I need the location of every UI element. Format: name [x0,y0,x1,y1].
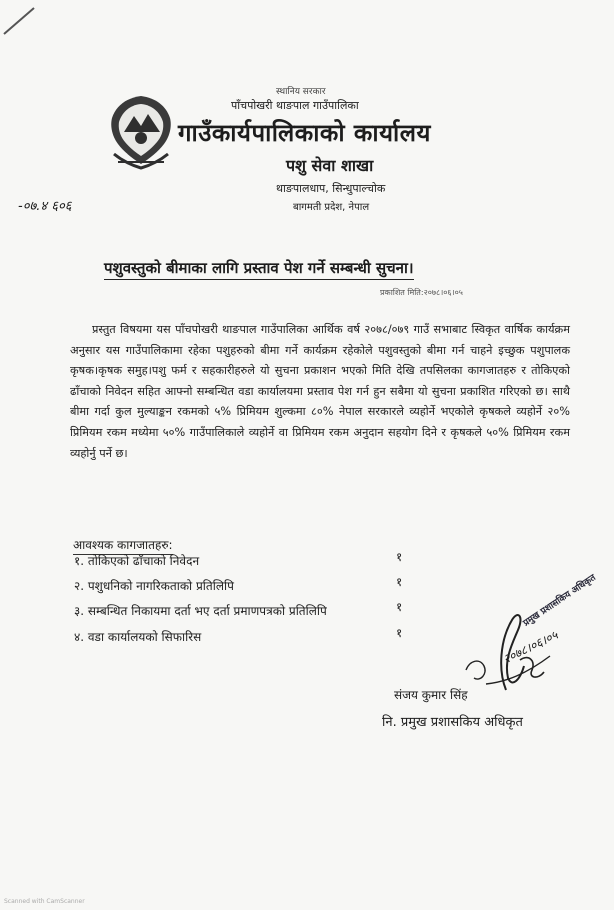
signer-title: नि. प्रमुख प्रशासकिय अधिकृत [382,715,523,730]
document-item: ३. सम्बन्धित निकायमा दर्ता भए दर्ता प्रमाणपत्रको प्रतिलिपि [74,604,327,618]
scanner-watermark: Scanned with CamScanner [4,898,85,905]
document-count: १ [396,600,403,614]
header-office-name: गाउँकार्यपालिकाको कार्यालय [178,119,431,147]
documents-heading: आवश्यक कागजातहरु: [73,536,173,555]
header-address-line2: बागमती प्रदेश, नेपाल [293,202,370,213]
corner-pen-mark [0,0,40,40]
header-address-line1: थाङपालधाप, सिन्धुपाल्चोक [276,182,386,195]
notice-subject: पशुवस्तुको बीमाका लागि प्रस्ताव पेश गर्ने सम्बन्धी सुचना। [104,258,414,280]
header-municipality: पाँचपोखरी थाङपाल गाउँपालिका [231,99,359,112]
official-stamp-text: प्रमुख प्रशासकिय अधिकृत [521,572,598,629]
signer-name: संजय कुमार सिंह [394,688,468,702]
document-count: १ [396,626,403,640]
document-count: १ [396,575,403,589]
document-item: २. पशुधनिको नागरिकताको प्रतिलिपि [74,579,234,593]
document-item: ४. वडा कार्यालयको सिफारिस [74,630,202,644]
notice-body: प्रस्तुत विषयमा यस पाँचपोखरी थाङपाल गाउँपालिका आर्थिक वर्ष २०७८/०७९ गाउँ सभाबाट स्विकृत वार्षिक कार्यक्रम अनुसार यस गाउँपालिकामा रहेका पशुहरुको बीमा गर्ने कार्यक्रम रहेकोले पशुवस्तुको बीमा गर्न चाहने इच्छुक पशुपालक कृषक।कृषक समुह।पशु फर्म र सहकारीहरुले यो सुचना प्रकाशन भएको मिति देखि तपसिलका कागजातहरु र तोकिएको ढाँचाको निवेदन सहित आफ्नो सम्बन्धित वडा कार्यालयमा प्रस्ताव पेश गर्न हुन सबैमा यो सुचना प्रकाशित गरिएको छ। साथै बीमा गर्दा कुल मुल्याङ्कन रकमको ५% प्रिमियम शुल्कमा ८०% नेपाल सरकारले व्यहोर्ने भएकोले कृषकले व्यहोर्ने २०% प्रिमियम रकम मध्येमा ५०% गाउँपालिकाले व्यहोर्ने वा प्रिमियम रकम अनुदान सहयोग दिने र कृषकले ५०% प्रिमियम रकम व्यहोर्नु पर्ने छ। [70,323,570,460]
header-branch: पशु सेवा शाखा [286,156,374,175]
header-small-title: स्थानिय सरकार [276,87,326,97]
published-date: प्रकाशित मिति:२०७८।०६।०५ [380,288,463,297]
reference-number: -०७.४ ६०६ [18,199,72,214]
document-count: १ [396,550,403,564]
nepal-emblem-icon [104,92,178,172]
document-item: १. तोकिएको ढाँचाको निवेदन [74,554,200,568]
signature-date: २०७८।०६।०५ [500,627,561,667]
